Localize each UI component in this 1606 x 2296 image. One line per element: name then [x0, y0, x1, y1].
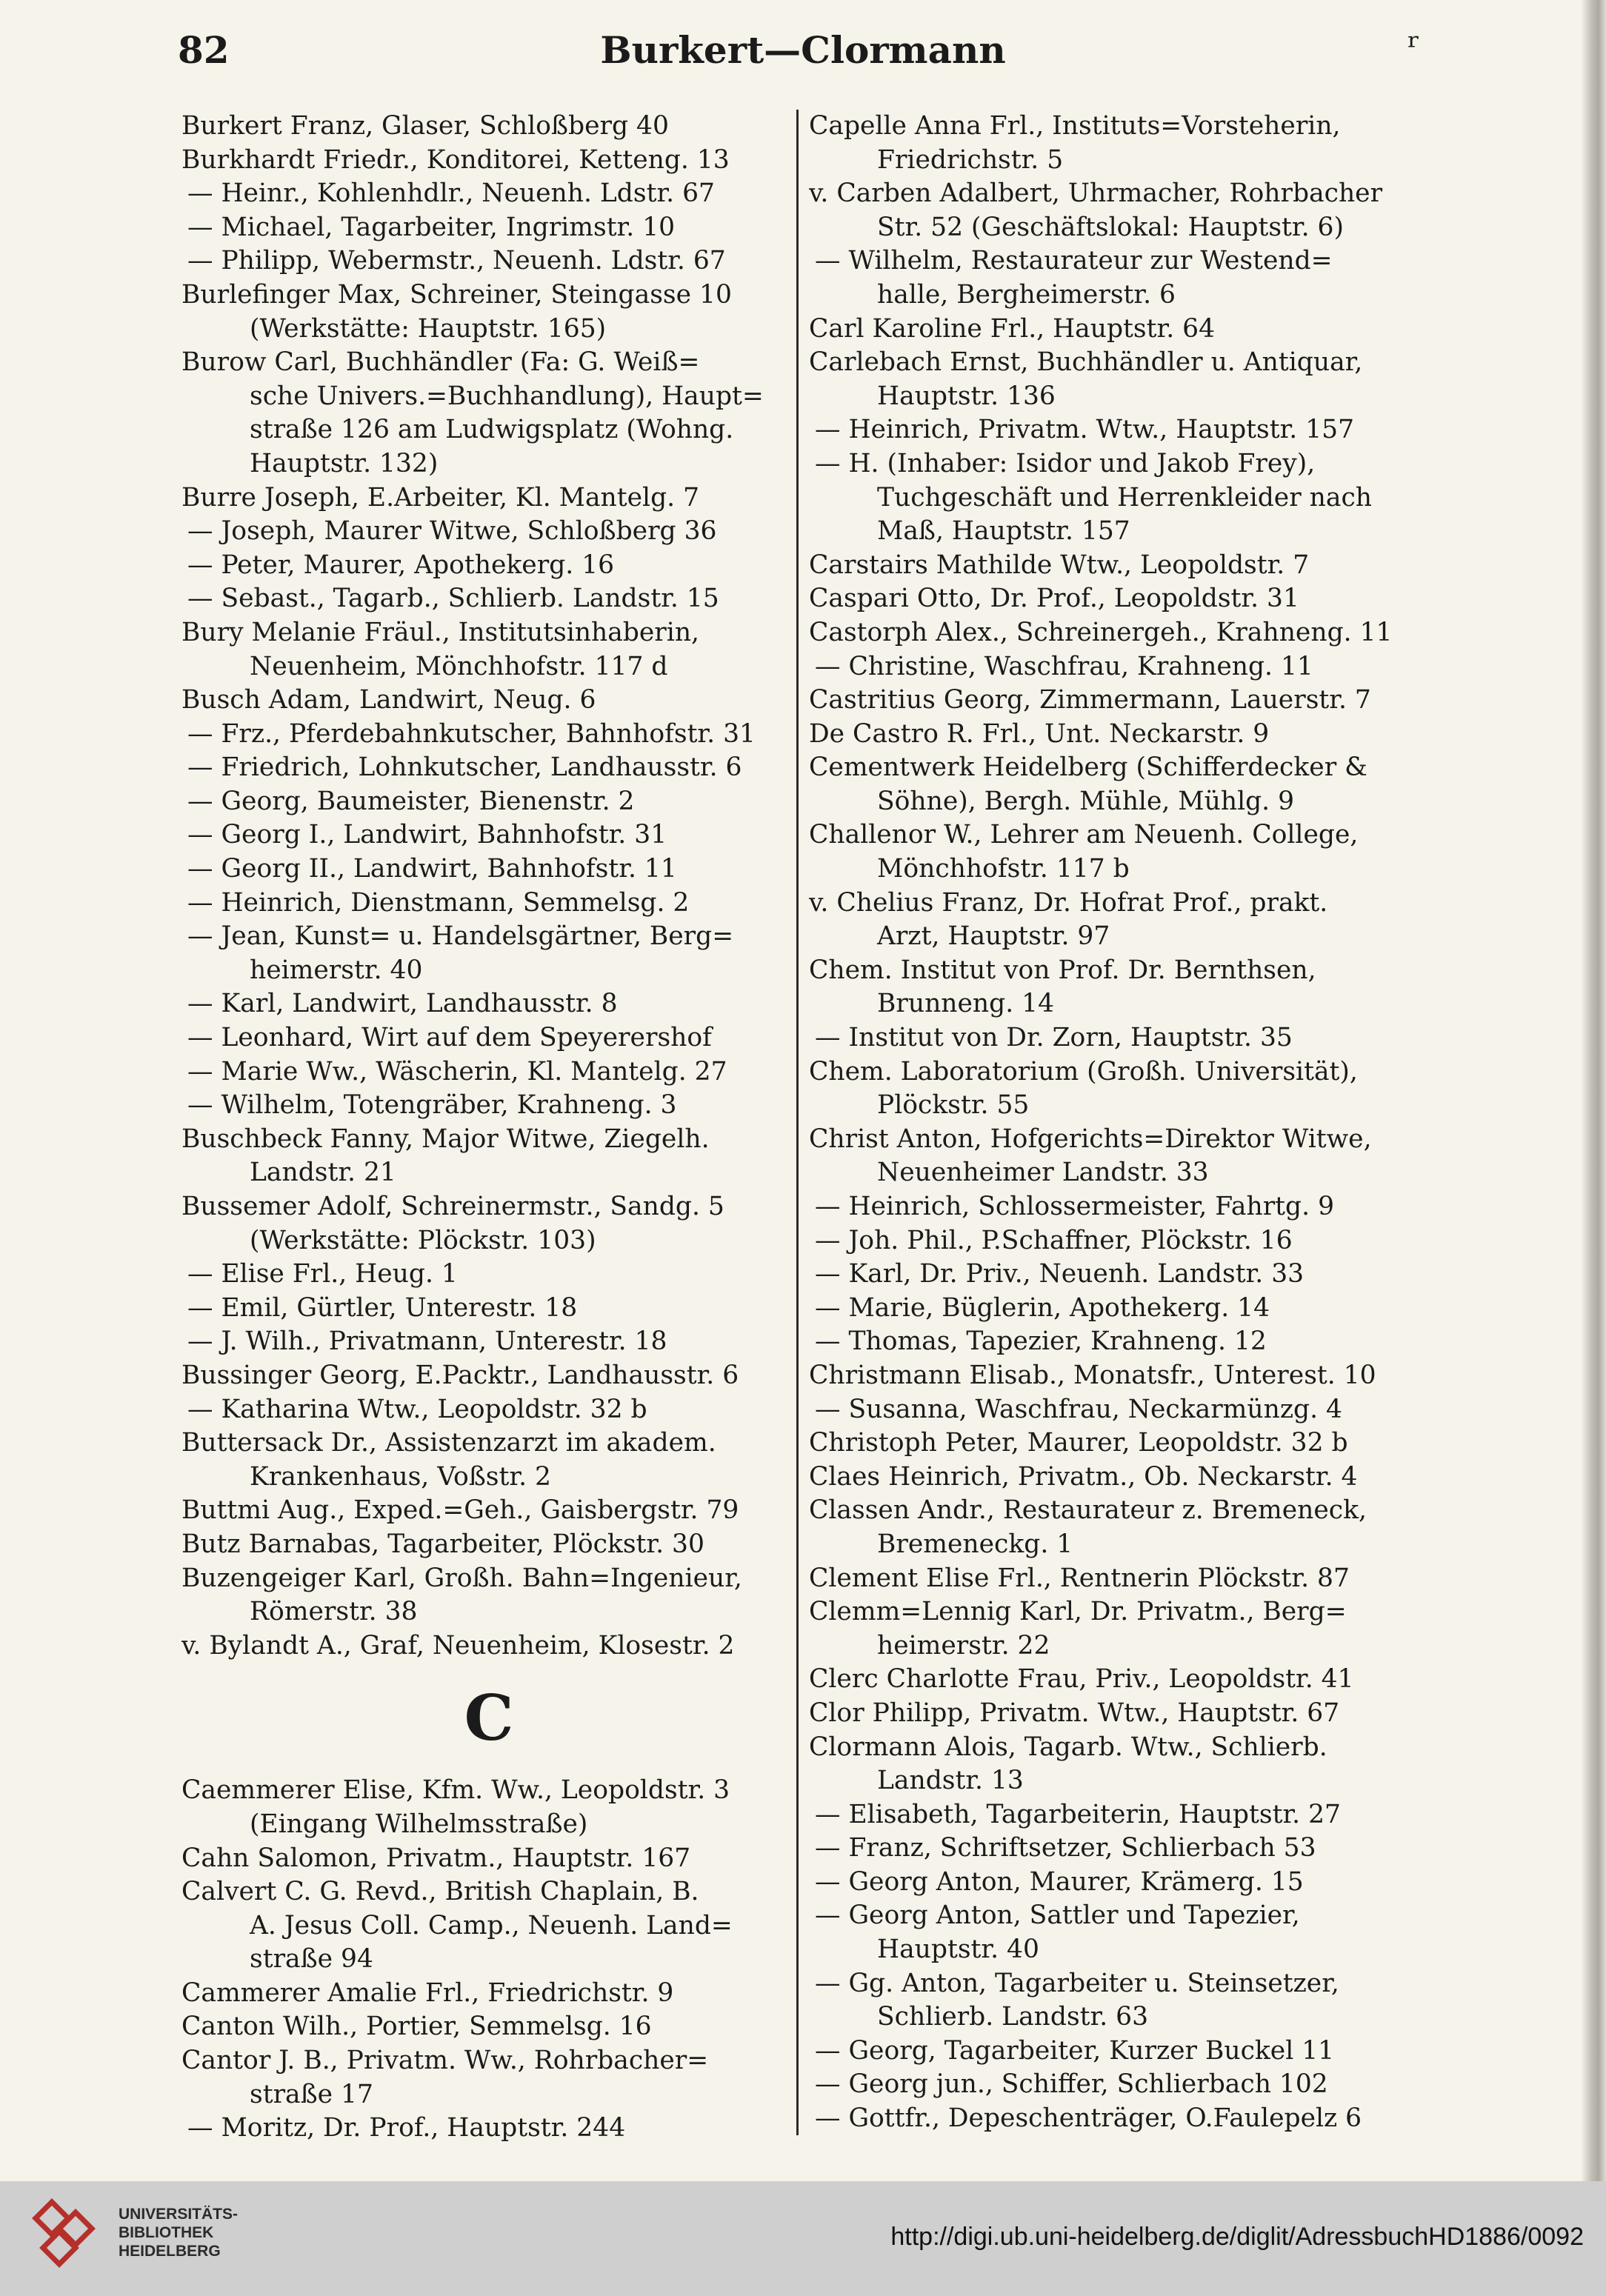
directory-entry: — Heinrich, Schlossermeister, Fahrtg. 9	[815, 1192, 1335, 1221]
entry-continuation: Landstr. 13	[877, 1766, 1024, 1796]
directory-entry: Clement Elise Frl., Rentnerin Plöckstr. 87	[809, 1563, 1350, 1593]
university-library-logo-icon[interactable]	[30, 2196, 104, 2276]
corner-mark: ʳ	[1407, 25, 1421, 68]
footer-bar	[0, 2181, 1606, 2296]
directory-entry: Buzengeiger Karl, Großh. Bahn=Ingenieur,	[181, 1563, 742, 1593]
directory-entry: — Marie Ww., Wäscherin, Kl. Mantelg. 27	[187, 1056, 727, 1087]
entry-continuation: Bremeneckg. 1	[877, 1529, 1073, 1559]
directory-entry: Burkhardt Friedr., Konditorei, Ketteng. 13	[181, 144, 730, 175]
entry-continuation: Arzt, Hauptstr. 97	[877, 921, 1110, 952]
directory-entry: — Karl, Dr. Priv., Neuenh. Landstr. 33	[815, 1259, 1305, 1289]
directory-entry: Clor Philipp, Privatm. Wtw., Hauptstr. 67	[809, 1698, 1340, 1728]
directory-entry: Burlefinger Max, Schreiner, Steingasse 10	[181, 279, 732, 310]
directory-entry: — Georg Anton, Sattler und Tapezier,	[815, 1900, 1300, 1931]
entry-continuation: Neuenheim, Mönchhofstr. 117 d	[250, 651, 668, 681]
directory-entry: Clemm=Lennig Karl, Dr. Privatm., Berg=	[809, 1597, 1347, 1627]
directory-entry: — Georg, Tagarbeiter, Kurzer Buckel 11	[815, 2035, 1335, 2066]
directory-entry: Burre Joseph, E.Arbeiter, Kl. Mantelg. 7	[181, 482, 700, 513]
directory-entry: Clormann Alois, Tagarb. Wtw., Schlierb.	[809, 1732, 1327, 1762]
entry-continuation: heimerstr. 40	[250, 955, 423, 985]
directory-entry: — Elisabeth, Tagarbeiterin, Hauptstr. 27	[815, 1799, 1341, 1829]
directory-entry: Christ Anton, Hofgerichts=Direktor Witwe,	[809, 1124, 1372, 1154]
directory-entry: Burow Carl, Buchhändler (Fa: G. Weiß=	[181, 347, 700, 378]
directory-entry: Buschbeck Fanny, Major Witwe, Ziegelh.	[181, 1124, 710, 1154]
directory-entry: Castorph Alex., Schreinergeh., Krahneng. 11	[809, 617, 1393, 647]
entry-continuation: straße 17	[250, 2079, 373, 2109]
directory-entry: Caemmerer Elise, Kfm. Ww., Leopoldstr. 3	[181, 1775, 730, 1806]
directory-entry: Chem. Laboratorium (Großh. Universität),	[809, 1056, 1358, 1087]
entry-continuation: halle, Bergheimerstr. 6	[877, 279, 1176, 310]
directory-entry: — Emil, Gürtler, Unterestr. 18	[187, 1292, 578, 1323]
directory-entry: — Michael, Tagarbeiter, Ingrimstr. 10	[187, 212, 676, 242]
directory-entry: — Leonhard, Wirt auf dem Speyerershof	[187, 1023, 712, 1053]
entry-continuation: Söhne), Bergh. Mühle, Mühlg. 9	[877, 786, 1295, 816]
directory-entry: Carstairs Mathilde Wtw., Leopoldstr. 7	[809, 550, 1310, 580]
directory-entry: — Christine, Waschfrau, Krahneng. 11	[815, 651, 1313, 681]
directory-entry: Capelle Anna Frl., Instituts=Vorsteherin,	[809, 111, 1341, 141]
directory-entry: — Heinr., Kohlenhdlr., Neuenh. Ldstr. 67	[187, 178, 715, 209]
directory-entry: Claes Heinrich, Privatm., Ob. Neckarstr. 4	[809, 1461, 1358, 1492]
directory-entry: — Elise Frl., Heug. 1	[187, 1259, 458, 1289]
directory-entry: Challenor W., Lehrer am Neuenh. College,	[809, 820, 1359, 850]
directory-entry: Castritius Georg, Zimmermann, Lauerstr. 7	[809, 685, 1371, 715]
directory-entry: Buttersack Dr., Assistenzarzt im akadem.	[181, 1428, 716, 1458]
directory-entry: — Thomas, Tapezier, Krahneng. 12	[815, 1326, 1267, 1357]
directory-entry: — Gottfr., Depeschenträger, O.Faulepelz 6	[815, 2103, 1362, 2134]
directory-entry: — Sebast., Tagarb., Schlierb. Landstr. 15	[187, 584, 719, 614]
directory-entry: — Heinrich, Privatm. Wtw., Hauptstr. 157	[815, 415, 1355, 445]
directory-entry: Cammerer Amalie Frl., Friedrichstr. 9	[181, 1978, 674, 2008]
directory-entry: — Georg jun., Schiffer, Schlierbach 102	[815, 2069, 1328, 2100]
entry-continuation: Krankenhaus, Voßstr. 2	[250, 1461, 551, 1492]
entry-continuation: Brunneng. 14	[877, 989, 1055, 1019]
directory-entry: v. Chelius Franz, Dr. Hofrat Prof., prakt.	[809, 887, 1328, 918]
directory-entry: Carl Karoline Frl., Hauptstr. 64	[809, 313, 1216, 344]
library-name	[119, 2205, 238, 2260]
library-name-line: BIBLIOTHEK	[119, 2224, 214, 2241]
directory-entry: Clerc Charlotte Frau, Priv., Leopoldstr. 41	[809, 1664, 1354, 1695]
directory-entry: — Marie, Büglerin, Apothekerg. 14	[815, 1292, 1270, 1323]
left-column	[181, 110, 796, 2146]
directory-entry: — J. Wilh., Privatmann, Unterestr. 18	[187, 1326, 667, 1357]
directory-entry: — Institut von Dr. Zorn, Hauptstr. 35	[815, 1023, 1293, 1053]
directory-entry: — Heinrich, Dienstmann, Semmelsg. 2	[187, 887, 690, 918]
library-name-line: UNIVERSITÄTS-	[119, 2206, 239, 2223]
entry-continuation: Landstr. 21	[250, 1158, 396, 1188]
directory-entry: — Joh. Phil., P.Schaffner, Plöckstr. 16	[815, 1225, 1293, 1255]
entry-continuation: (Werkstätte: Plöckstr. 103)	[250, 1225, 596, 1255]
entry-continuation: straße 126 am Ludwigsplatz (Wohng.	[250, 415, 734, 445]
entry-continuation: Str. 52 (Geschäftslokal: Hauptstr. 6)	[877, 212, 1344, 242]
directory-entry: — Joseph, Maurer Witwe, Schloßberg 36	[187, 516, 717, 547]
page-number: 82	[178, 28, 230, 72]
entry-continuation: Plöckstr. 55	[877, 1090, 1030, 1121]
entry-continuation: Hauptstr. 132)	[250, 448, 439, 478]
entry-continuation: Mönchhofstr. 117 b	[877, 854, 1130, 884]
directory-entry: — Georg, Baumeister, Bienenstr. 2	[187, 786, 635, 816]
entry-continuation: A. Jesus Coll. Camp., Neuenh. Land=	[250, 1910, 733, 1940]
entry-continuation: straße 94	[250, 1944, 373, 1975]
directory-entry: — Jean, Kunst= u. Handelsgärtner, Berg=	[187, 921, 734, 952]
running-head: Burkert—Clormann	[600, 28, 1006, 72]
directory-entry: Christmann Elisab., Monatsfr., Unterest. 10	[809, 1360, 1376, 1390]
entry-continuation: Friedrichstr. 5	[877, 144, 1064, 175]
entry-continuation: Tuchgeschäft und Herrenkleider nach	[877, 482, 1372, 513]
directory-entry: — Friedrich, Lohnkutscher, Landhausstr. 6	[187, 752, 742, 783]
right-column	[809, 110, 1424, 2136]
entry-continuation: Hauptstr. 40	[877, 1935, 1039, 1965]
entry-continuation: Hauptstr. 136	[877, 381, 1056, 411]
directory-entry: Bussemer Adolf, Schreinermstr., Sandg. 5	[181, 1192, 724, 1221]
directory-entry: — Philipp, Webermstr., Neuenh. Ldstr. 67	[187, 246, 726, 276]
directory-entry: Burkert Franz, Glaser, Schloßberg 40	[181, 111, 669, 141]
directory-entry: — Karl, Landwirt, Landhausstr. 8	[187, 989, 618, 1019]
directory-entry: — Susanna, Waschfrau, Neckarmünzg. 4	[815, 1394, 1342, 1424]
directory-entry: — Wilhelm, Restaurateur zur Westend=	[815, 246, 1333, 276]
entry-continuation: Maß, Hauptstr. 157	[877, 516, 1130, 547]
directory-entry: Classen Andr., Restaurateur z. Bremeneck,	[809, 1495, 1367, 1526]
library-name-line: HEIDELBERG	[119, 2243, 221, 2260]
directory-entry: Christoph Peter, Maurer, Leopoldstr. 32 b	[809, 1428, 1348, 1458]
directory-entry: — Georg Anton, Maurer, Krämerg. 15	[815, 1866, 1304, 1897]
page-edge-shadow	[1581, 0, 1606, 2181]
column-divider	[796, 110, 799, 2135]
directory-entry: Carlebach Ernst, Buchhändler u. Antiquar,	[809, 347, 1363, 378]
directory-entry: Bury Melanie Fräul., Institutsinhaberin,	[181, 617, 700, 647]
directory-entry: Butz Barnabas, Tagarbeiter, Plöckstr. 30	[181, 1529, 704, 1559]
directory-entry: — Gg. Anton, Tagarbeiter u. Steinsetzer,	[815, 1968, 1339, 1998]
directory-entry: De Castro R. Frl., Unt. Neckarstr. 9	[809, 718, 1270, 749]
directory-entry: — Moritz, Dr. Prof., Hauptstr. 244	[187, 2113, 626, 2143]
directory-entry: Canton Wilh., Portier, Semmelsg. 16	[181, 2012, 652, 2042]
section-letter: C	[464, 1681, 514, 1755]
entry-continuation: Römerstr. 38	[250, 1597, 418, 1627]
directory-entry: — Peter, Maurer, Apothekerg. 16	[187, 550, 615, 580]
directory-entry: — Franz, Schriftsetzer, Schlierbach 53	[815, 1833, 1316, 1863]
entry-continuation: heimerstr. 22	[877, 1630, 1050, 1661]
directory-entry: — Katharina Wtw., Leopoldstr. 32 b	[187, 1394, 647, 1424]
directory-entry: Calvert C. G. Revd., British Chaplain, B.	[181, 1877, 699, 1907]
directory-entry: v. Carben Adalbert, Uhrmacher, Rohrbacher	[809, 178, 1383, 209]
directory-entry: Buttmi Aug., Exped.=Geh., Gaisbergstr. 79	[181, 1495, 739, 1526]
permalink-url[interactable]: http://digi.ub.uni-heidelberg.de/diglit/AdressbuchHD1886/0092	[890, 2223, 1584, 2251]
directory-entry: Chem. Institut von Prof. Dr. Bernthsen,	[809, 955, 1316, 985]
directory-entry: Bussinger Georg, E.Packtr., Landhausstr. 6	[181, 1360, 739, 1390]
entry-continuation: sche Univers.=Buchhandlung), Haupt=	[250, 381, 764, 411]
directory-entry: Caspari Otto, Dr. Prof., Leopoldstr. 31	[809, 584, 1299, 614]
directory-entry: — Georg II., Landwirt, Bahnhofstr. 11	[187, 854, 677, 884]
directory-entry: — Wilhelm, Totengräber, Krahneng. 3	[187, 1090, 677, 1121]
entry-continuation: Neuenheimer Landstr. 33	[877, 1158, 1209, 1188]
directory-entry: v. Bylandt A., Graf, Neuenheim, Klosestr. 2	[181, 1630, 735, 1661]
entry-continuation: (Werkstätte: Hauptstr. 165)	[250, 313, 607, 344]
directory-entry: — Frz., Pferdebahnkutscher, Bahnhofstr. 31	[187, 718, 756, 749]
directory-entry: Cementwerk Heidelberg (Schifferdecker &	[809, 752, 1367, 783]
entry-continuation: (Eingang Wilhelmsstraße)	[250, 1809, 588, 1839]
directory-entry: Cahn Salomon, Privatm., Hauptstr. 167	[181, 1843, 691, 1873]
directory-entry: — H. (Inhaber: Isidor und Jakob Frey),	[815, 448, 1316, 478]
directory-entry: Cantor J. B., Privatm. Ww., Rohrbacher=	[181, 2046, 709, 2076]
entry-continuation: Schlierb. Landstr. 63	[877, 2002, 1149, 2032]
directory-entry: Busch Adam, Landwirt, Neug. 6	[181, 685, 596, 715]
directory-entry: — Georg I., Landwirt, Bahnhofstr. 31	[187, 820, 667, 850]
